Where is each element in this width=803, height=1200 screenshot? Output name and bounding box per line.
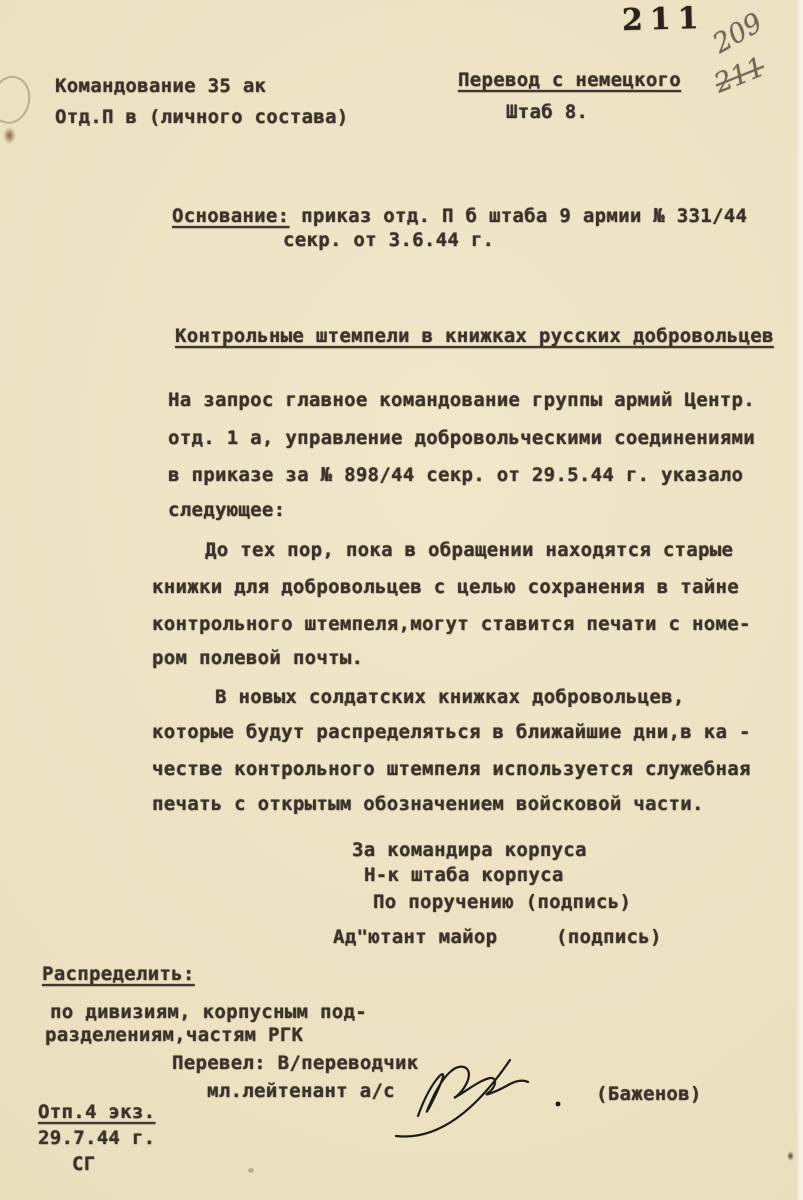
para3-line3: честве контрольного штемпеля используется служебная bbox=[152, 758, 751, 780]
para3-line2: которые будут распределяться в ближайшие дни,в ка - bbox=[152, 721, 751, 743]
para1-line3: в приказе за № 898/44 секр. от 29.5.44 г. указало bbox=[168, 464, 744, 486]
distribution-label: Распределить: bbox=[42, 963, 195, 985]
distribution-line2: разделениям,частям РГК bbox=[45, 1024, 304, 1046]
translator-line2: мл.лейтенант а/с bbox=[207, 1080, 395, 1102]
translator-name: (Баженов) bbox=[596, 1083, 702, 1105]
basis-text: приказ отд. П б штаба 9 армии № 331/44 bbox=[289, 205, 748, 227]
para3-line4: печать с открытым обозначением войсковой части. bbox=[152, 793, 704, 815]
signatory-line4: Ад"ютант майор (подпись) bbox=[333, 926, 662, 948]
paper-stain bbox=[1, 124, 18, 147]
pencil-scribble-mark bbox=[0, 71, 36, 128]
translator-line1: Перевел: В/переводчик bbox=[172, 1052, 419, 1074]
paper-speck bbox=[786, 1150, 795, 1162]
signatory-line1: За командира корпуса bbox=[352, 839, 587, 861]
basis-line1 bbox=[172, 204, 747, 228]
para2-line4: ром полевой почты. bbox=[152, 647, 364, 669]
pencil-page-number: 209 bbox=[707, 7, 768, 60]
distribution-line1: по дивизиям, корпусным под- bbox=[50, 1001, 367, 1023]
para1-line4: следующее: bbox=[168, 499, 286, 521]
para1-line2: отд. 1 а, управление добровольческими соединениями bbox=[168, 427, 755, 449]
para3-line1: В новых солдатских книжках добровольцев, bbox=[215, 686, 685, 708]
header-translation-note: Перевод с немецкого bbox=[458, 69, 682, 91]
para1-line1: На запрос главное командование группы армий Центр. bbox=[168, 389, 755, 411]
handwritten-signature bbox=[390, 1048, 575, 1143]
paper-edge bbox=[796, 0, 803, 1200]
para2-line2: книжки для добровольцев с целью сохранения в тайне bbox=[152, 576, 739, 598]
paper-speck-small bbox=[248, 1168, 254, 1173]
basis-line2: секр. от 3.6.44 г. bbox=[283, 229, 495, 251]
signatory-line2: Н-к штаба корпуса bbox=[364, 864, 564, 886]
para2-line1: До тех пор, пока в обращении находятся старые bbox=[205, 539, 734, 561]
para2-line3: контрольного штемпеля,могут ставится печати с номе- bbox=[152, 613, 751, 635]
footer-date: 29.7.44 г. bbox=[38, 1127, 156, 1149]
header-org-line1: Командование 35 ак bbox=[55, 75, 267, 97]
document-title: Контрольные штемпели в книжках русских добровольцев bbox=[175, 325, 774, 347]
pencil-page-number-crossed: 211 bbox=[710, 51, 770, 100]
header-staff: Штаб 8. bbox=[506, 101, 589, 123]
footer-copies: Отп.4 экз. bbox=[38, 1101, 156, 1123]
signatory-line3: По поручению (подпись) bbox=[373, 891, 632, 913]
page-number-stamp: 211 bbox=[621, 0, 707, 39]
footer-initials: СГ bbox=[72, 1153, 96, 1175]
basis-label: Основание: bbox=[172, 205, 290, 227]
header-org-line2: Отд.П в (личного состава) bbox=[55, 106, 349, 128]
